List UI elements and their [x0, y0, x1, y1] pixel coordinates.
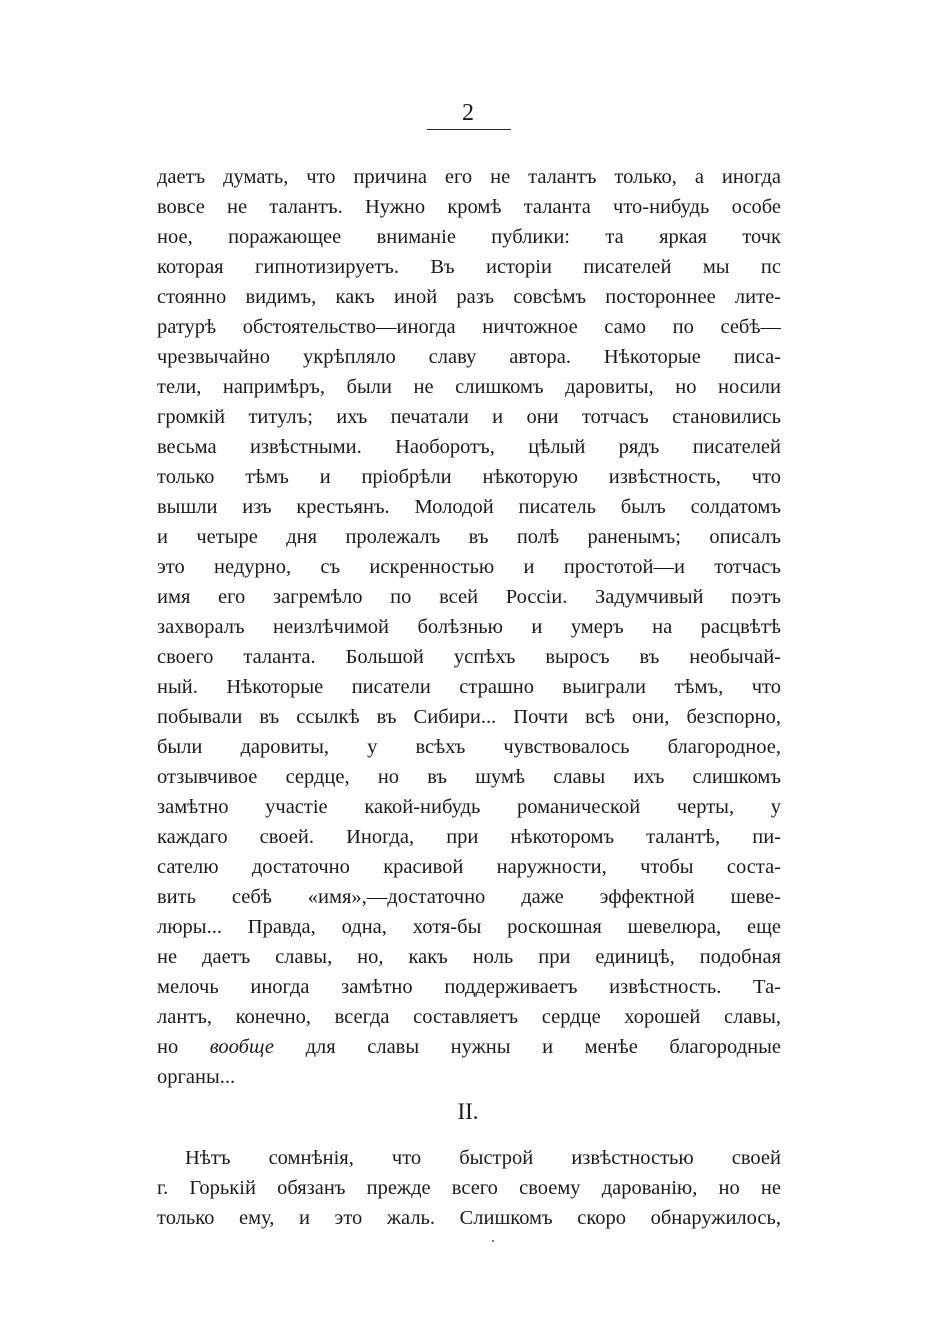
text-line: которая гипнотизируетъ. Въ исторіи писателей мы пс [157, 256, 781, 278]
text-line: сателю достаточно красивой наружности, чтобы соста- [157, 856, 781, 878]
text-line: только ему, и это жаль. Слишкомъ скоро обнаружилось, [157, 1207, 781, 1229]
text-line: ратурѣ обстоятельство—иногда ничтожное само по себѣ— [157, 316, 781, 338]
text-line: даетъ думать, что причина его не талантъ только, а иногда [157, 166, 781, 188]
text-line: г. Горькій обязанъ прежде всего своему дарованію, но не [157, 1177, 781, 1199]
italic-word: вообще [209, 1036, 275, 1058]
section-heading: II. [457, 1099, 479, 1124]
text-run: для славы нужны и менѣе благородные [274, 1036, 781, 1058]
text-line: вить себѣ «имя»,—достаточно даже эффектной шеве- [157, 886, 781, 908]
paragraph-1 [157, 162, 781, 1092]
page-number-rule [427, 129, 511, 130]
text-line: мелочь иногда замѣтно поддерживаетъ извѣстность. Та- [157, 976, 781, 998]
text-line: и четыре дня пролежалъ въ полѣ раненымъ; описалъ [157, 526, 781, 548]
text-line: отзывчивое сердце, но въ шумѣ славы ихъ слишкомъ [157, 766, 781, 788]
text-line: захворалъ неизлѣчимой болѣзнью и умеръ на расцвѣтѣ [157, 616, 781, 638]
text-line: вовсе не талантъ. Нужно кромѣ таланта что-нибудь особе [157, 196, 781, 218]
text-line: это недурно, съ искренностью и простотой—и тотчасъ [157, 556, 781, 578]
text-line: замѣтно участіе какой-нибудь романической черты, у [157, 796, 781, 818]
text-line: люры... Правда, одна, хотя-бы роскошная шевелюра, еще [157, 916, 781, 938]
text-line: только тѣмъ и пріобрѣли нѣкоторую извѣстность, что [157, 466, 781, 488]
text-line: побывали въ ссылкѣ въ Сибири... Почти всѣ они, безспорно, [157, 706, 781, 728]
text-line: весьма извѣстными. Наоборотъ, цѣлый рядъ писателей [157, 436, 781, 458]
text-line: своего таланта. Большой успѣхъ выросъ въ необычай- [157, 646, 781, 668]
text-line: не даетъ славы, но, какъ ноль при единицѣ, подобная [157, 946, 781, 968]
ink-speck [492, 1240, 494, 1242]
text-line: ное, поражающее вниманіе публики: та яркая точк [157, 226, 781, 248]
text-line: были даровиты, у всѣхъ чувствовалось благородное, [157, 736, 781, 758]
page-number: 2 [462, 100, 474, 126]
paragraph-2 [157, 1143, 781, 1233]
text-line: Нѣтъ сомнѣнія, что быстрой извѣстностью своей [185, 1147, 781, 1169]
text-line: имя его загремѣло по всей Россіи. Задумчивый поэтъ [157, 586, 781, 608]
text-line: громкій титулъ; ихъ печатали и они тотчасъ становились [157, 406, 781, 428]
text-line: лантъ, конечно, всегда составляетъ сердце хорошей славы, [157, 1006, 781, 1028]
text-line: каждаго своей. Иногда, при нѣкоторомъ талантѣ, пи- [157, 826, 781, 848]
text-line: чрезвычайно укрѣпляло славу автора. Нѣкоторые писа- [157, 346, 781, 368]
text-line: вышли изъ крестьянъ. Молодой писатель былъ солдатомъ [157, 496, 781, 518]
text-line-with-italic [157, 1032, 781, 1062]
text-line: стоянно видимъ, какъ иной разъ совсѣмъ постороннее лите- [157, 286, 781, 308]
text-line: ный. Нѣкоторые писатели страшно выиграли тѣмъ, что [157, 676, 781, 698]
text-line: органы... [157, 1066, 236, 1088]
text-run: но [157, 1036, 210, 1058]
text-line: тели, напримѣръ, были не слишкомъ даровиты, но носили [157, 376, 781, 398]
